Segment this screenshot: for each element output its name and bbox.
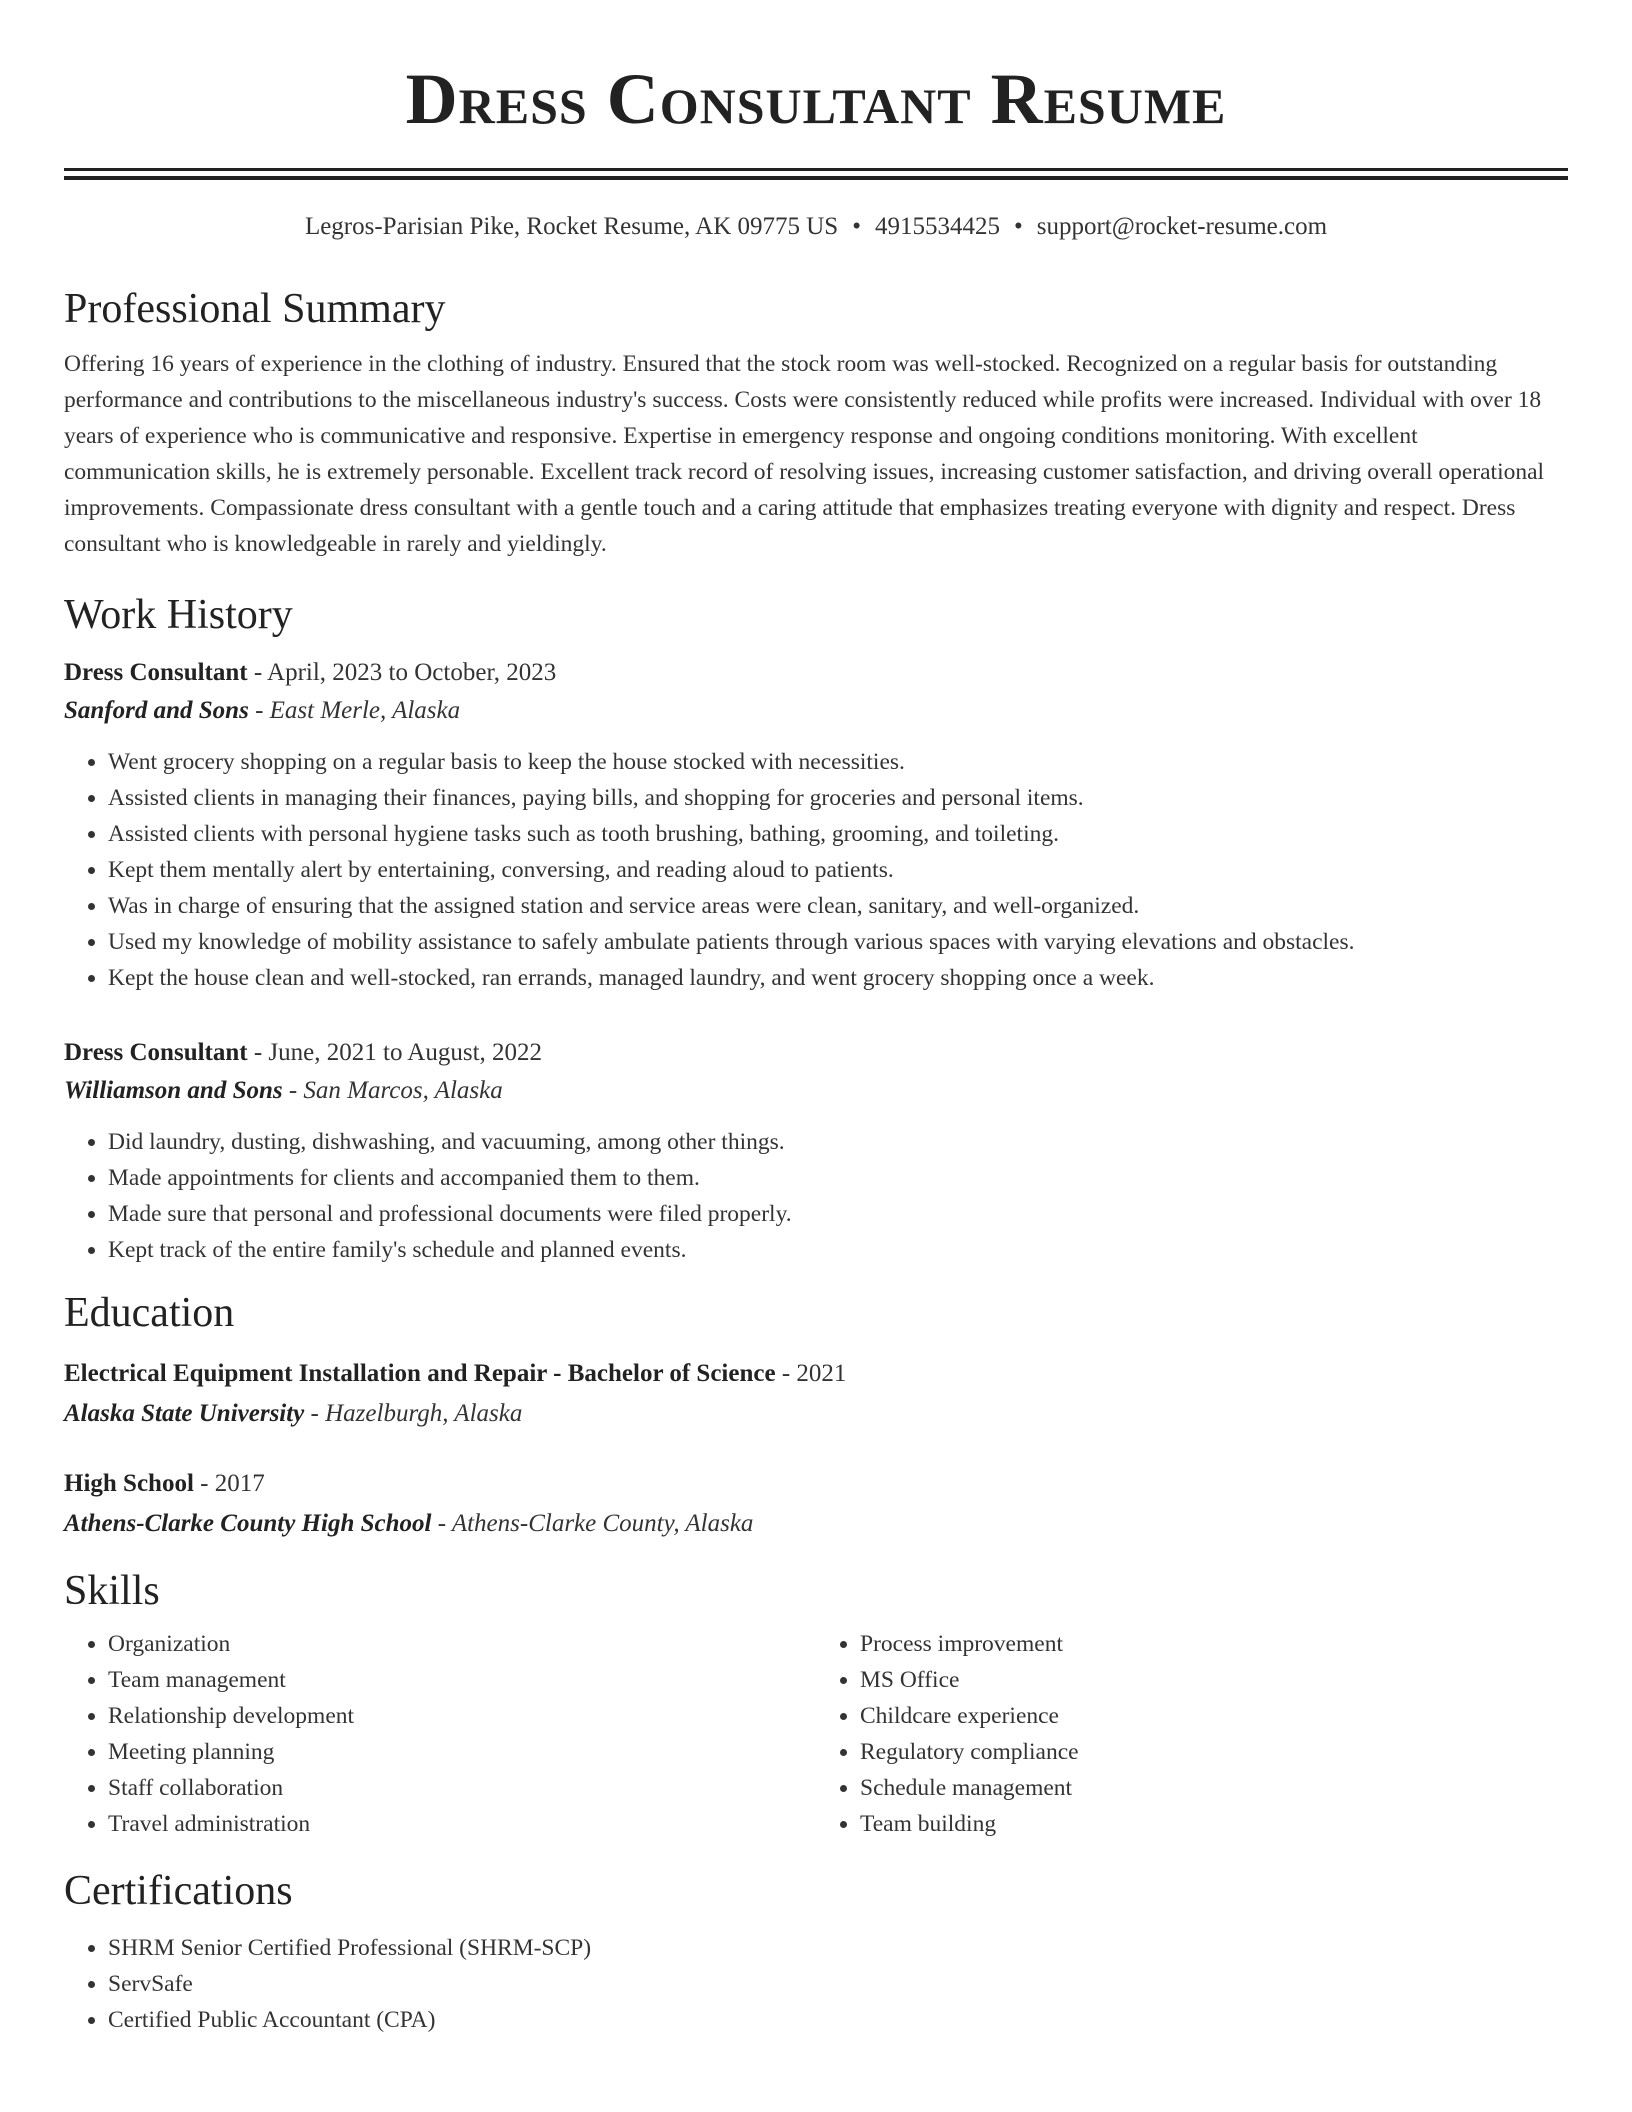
job-title-line xyxy=(64,1034,1568,1072)
education-entry xyxy=(64,1354,1568,1434)
education-school-line xyxy=(64,1504,1568,1544)
certifications-list xyxy=(64,1930,1568,2038)
education-school: Athens-Clarke County High School xyxy=(64,1510,432,1537)
skill-item: • Travel administration xyxy=(108,1806,816,1842)
skill-item: • Process improvement xyxy=(860,1626,1568,1662)
contact-address: Legros-Parisian Pike, Rocket Resume, AK 09775 US xyxy=(304,213,839,240)
skill-item: • Staff collaboration xyxy=(108,1770,816,1806)
work-history-heading: Work History xyxy=(64,592,293,638)
job-entry xyxy=(64,1034,1568,1268)
job-dates: - April, 2023 to October, 2023 xyxy=(253,659,557,686)
summary-text: Offering 16 years of experience in the clothing of industry. Ensured that the stock room was well-stocked. Recognized on a regular basis for outstanding performance and contributions to the miscellaneous industry's success. Costs were consistently reduced while profits were increased. Individual with over 18 years of experience who is communicative and responsive. Expertise in emergency response and ongoing conditions monitoring. With excellent communication skills, he is extremely personable. Excellent track record of resolving issues, increasing customer satisfaction, and driving overall operational improvements. Compassionate dress consultant with a gentle touch and a caring attitude that emphasizes treating everyone with dignity and respect. Dress consultant who is knowledgeable in rarely and yieldingly. xyxy=(64,351,1545,557)
job-company: Sanford and Sons xyxy=(64,697,249,724)
education-degree: Electrical Equipment Installation and Repair - Bachelor of Science xyxy=(64,1360,776,1387)
job-duties-list xyxy=(64,744,1568,996)
contact-separator: • xyxy=(1013,213,1023,240)
job-duty-item: • Did laundry, dusting, dishwashing, and vacuuming, among other things. xyxy=(108,1124,1568,1160)
skills-heading: Skills xyxy=(64,1568,160,1614)
education-entry xyxy=(64,1464,1568,1544)
skills-list-right xyxy=(816,1626,1568,1842)
job-title: Dress Consultant xyxy=(64,1039,248,1066)
job-company: Williamson and Sons xyxy=(64,1077,283,1104)
certification-item: • SHRM Senior Certified Professional (SHRM-SCP) xyxy=(108,1930,1568,1966)
education-location: - Athens-Clarke County, Alaska xyxy=(437,1510,754,1537)
skill-item: • Regulatory compliance xyxy=(860,1734,1568,1770)
contact-email: support@rocket-resume.com xyxy=(1036,213,1328,240)
certification-item: • Certified Public Accountant (CPA) xyxy=(108,2002,1568,2038)
job-location: - San Marcos, Alaska xyxy=(288,1077,503,1104)
job-duty-item: • Made appointments for clients and accompanied them to them. xyxy=(108,1160,1568,1196)
job-duty-item: • Kept track of the entire family's schedule and planned events. xyxy=(108,1232,1568,1268)
education-year: - 2017 xyxy=(200,1470,265,1497)
education-year: - 2021 xyxy=(781,1360,847,1387)
job-duty-item: • Kept the house clean and well-stocked, ran errands, managed laundry, and went grocery shopping once a week. xyxy=(108,960,1568,996)
skill-item: • Organization xyxy=(108,1626,816,1662)
skill-item: • Schedule management xyxy=(860,1770,1568,1806)
job-duty-item: • Assisted clients in managing their finances, paying bills, and shopping for groceries and personal items. xyxy=(108,780,1568,816)
job-dates: - June, 2021 to August, 2022 xyxy=(253,1039,543,1066)
job-entry xyxy=(64,654,1568,996)
education-heading: Education xyxy=(64,1290,235,1336)
job-company-line xyxy=(64,1072,1568,1110)
job-title-line xyxy=(64,654,1568,692)
skills-columns xyxy=(64,1626,1568,1842)
education-location: - Hazelburgh, Alaska xyxy=(310,1400,523,1427)
job-location: - East Merle, Alaska xyxy=(255,697,461,724)
education-school: Alaska State University xyxy=(64,1400,305,1427)
job-duty-item: • Went grocery shopping on a regular basis to keep the house stocked with necessities. xyxy=(108,744,1568,780)
job-title: Dress Consultant xyxy=(64,659,248,686)
contact-phone: 4915534425 xyxy=(874,213,1000,240)
job-company-line xyxy=(64,692,1568,730)
skill-item: • Team management xyxy=(108,1662,816,1698)
job-duties-list xyxy=(64,1124,1568,1268)
skills-list-left xyxy=(64,1626,816,1842)
education-degree-line xyxy=(64,1354,1568,1394)
education-degree-line xyxy=(64,1464,1568,1504)
resume-title: Dress Consultant Resume xyxy=(405,59,1227,139)
job-duty-item: • Used my knowledge of mobility assistance to safely ambulate patients through various spaces with varying elevations and obstacles. xyxy=(108,924,1568,960)
skill-item: • MS Office xyxy=(860,1662,1568,1698)
certification-item: • ServSafe xyxy=(108,1966,1568,2002)
contact-line xyxy=(64,210,1568,244)
certifications-heading: Certifications xyxy=(64,1868,293,1914)
skill-item: • Childcare experience xyxy=(860,1698,1568,1734)
education-school-line xyxy=(64,1394,1568,1434)
skill-item: • Team building xyxy=(860,1806,1568,1842)
summary-heading: Professional Summary xyxy=(64,286,446,332)
job-duty-item: • Was in charge of ensuring that the assigned station and service areas were clean, sanitary, and well-organized. xyxy=(108,888,1568,924)
job-duty-item: • Assisted clients with personal hygiene tasks such as tooth brushing, bathing, grooming, and toileting. xyxy=(108,816,1568,852)
skill-item: • Relationship development xyxy=(108,1698,816,1734)
job-duty-item: • Kept them mentally alert by entertaining, conversing, and reading aloud to patients. xyxy=(108,852,1568,888)
title-double-rule xyxy=(64,168,1568,180)
contact-separator: • xyxy=(852,213,861,240)
education-degree: High School xyxy=(64,1470,194,1497)
skill-item: • Meeting planning xyxy=(108,1734,816,1770)
job-duty-item: • Made sure that personal and professional documents were filed properly. xyxy=(108,1196,1568,1232)
